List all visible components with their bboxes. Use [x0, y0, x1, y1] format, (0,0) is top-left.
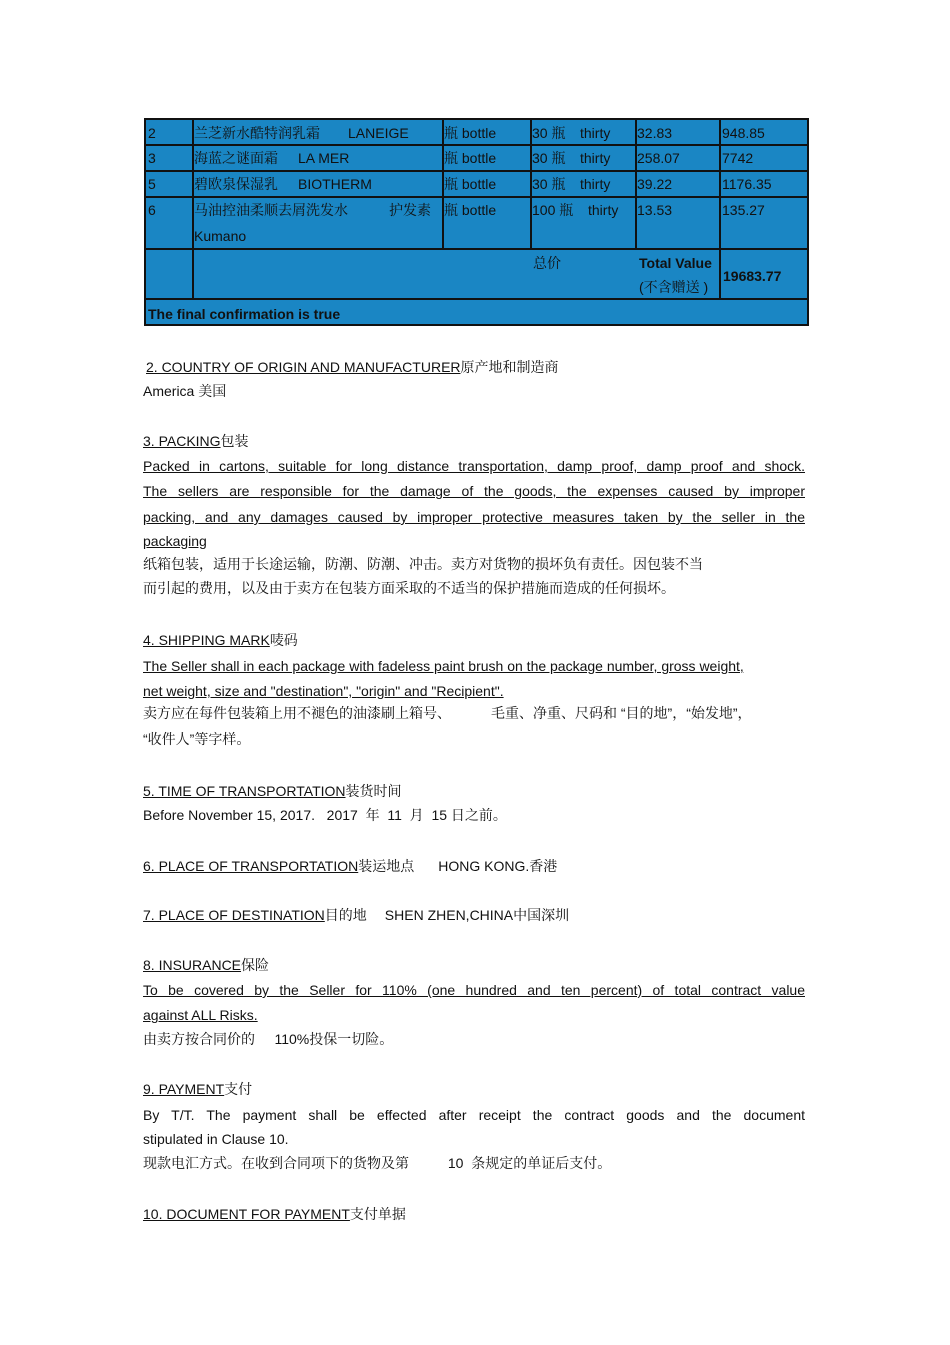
section-9-en-line1: By T/T. The payment shall be effected after receipt the contract goods and the document [143, 1107, 805, 1123]
section-7-heading [143, 906, 569, 924]
heading-en: 8. INSURANCE [143, 957, 242, 973]
row-number: 5 [148, 176, 156, 192]
place-text: HONG KONG.香港 [438, 858, 558, 874]
section-9-heading [143, 1080, 252, 1098]
heading-en: 7. PLACE OF DESTINATION [143, 907, 325, 923]
section-4-heading [143, 631, 298, 649]
product-brand: 护发素 [389, 202, 431, 218]
product-name: 海蓝之谜面霜 [194, 150, 278, 166]
row-number: 2 [148, 125, 156, 141]
product-brand: BIOTHERM [298, 176, 372, 192]
section-6-heading [143, 857, 557, 875]
section-3-en-line1: Packed in cartons, suitable for long distance transportation, damp proof, damp proof and shock. [143, 458, 805, 474]
section-5-text: Before November 15, 2017. 2017 年 11 月 15 日之前。 [143, 807, 507, 823]
section-3-en-line4: packaging [143, 533, 207, 549]
quantity: 100 瓶 [532, 202, 574, 218]
row-number: 3 [148, 150, 156, 166]
heading-cn: 支付单据 [349, 1206, 406, 1222]
heading-en: 10. DOCUMENT FOR PAYMENT [143, 1206, 350, 1222]
unit-price: 13.53 [637, 202, 673, 218]
heading-en: 5. TIME OF TRANSPORTATION [143, 783, 346, 799]
section-9-en-line2: stipulated in Clause 10. [143, 1131, 289, 1147]
heading-en: 3. PACKING [143, 433, 221, 449]
section-10-heading [143, 1205, 406, 1223]
section-8-en-line1: To be covered by the Seller for 110% (one hundred and ten percent) of total contract value [143, 982, 805, 998]
section-3-heading [143, 432, 249, 450]
place-text: SHEN ZHEN,CHINA [384, 907, 514, 923]
heading-cn: 保险 [241, 957, 270, 973]
heading-cn: 装运地点 [358, 858, 415, 874]
section-5-heading [143, 782, 402, 800]
amount: 7742 [722, 150, 754, 166]
amount: 1176.35 [722, 176, 772, 192]
section-2-heading [143, 358, 559, 376]
heading-cn: 目的地 [324, 907, 367, 923]
product-name: 碧欧泉保湿乳 [194, 176, 278, 192]
section-4-cn-line1 [143, 704, 752, 722]
heading-cn: 原产地和制造商 [460, 359, 559, 375]
total-value: 19683.77 [723, 268, 782, 284]
section-3-cn-line1: 纸箱包装，适用于长途运输，防潮、防潮、冲击。卖方对货物的损坏负有责任。因包装不当 [143, 556, 703, 572]
product-name: 马油控油柔顺去屑洗发水 [194, 202, 348, 218]
quantity-en: thirty [580, 125, 611, 141]
place-text-cn: 中国深圳 [513, 907, 570, 923]
section-3-en-line3: packing, and any damages caused by improper protective measures taken by the seller in the [143, 509, 805, 525]
quantity: 30 瓶 [532, 150, 566, 166]
heading-en: 9. PAYMENT [143, 1081, 225, 1097]
unit-price: 39.22 [637, 176, 673, 192]
text-part: 毛重、净重、尺码和 “目的地”，“始发地”， [491, 705, 752, 721]
heading-cn: 支付 [224, 1081, 253, 1097]
quantity-en: thirty [588, 202, 619, 218]
quantity: 30 瓶 [532, 125, 566, 141]
amount: 135.27 [722, 202, 765, 218]
unit: 瓶 bottle [444, 176, 497, 192]
section-8-cn: 由卖方按合同价的 110%投保一切险。 [143, 1031, 394, 1047]
heading-cn: 包装 [220, 433, 249, 449]
unit-price: 258.07 [637, 150, 680, 166]
total-label-cn: 总价 [533, 255, 561, 271]
quantity-en: thirty [580, 176, 611, 192]
product-name: 兰芝新水酷特润乳霜 [194, 125, 320, 141]
goods-table [144, 118, 809, 326]
product-brand: LANEIGE [348, 125, 409, 141]
section-4-cn-line2: “收件人”等字样。 [143, 731, 251, 747]
section-4-en-line2: net weight, size and "destination", "origin" and "Recipient". [143, 683, 504, 699]
final-confirmation: The final confirmation is true [148, 306, 341, 322]
heading-cn: 装货时间 [345, 783, 402, 799]
unit: 瓶 bottle [444, 202, 497, 218]
total-label-en: Total Value [639, 255, 712, 271]
heading-en: 4. SHIPPING MARK [143, 632, 270, 648]
section-8-heading [143, 956, 269, 974]
section-3-en-line2: The sellers are responsible for the damage of the goods, the expenses caused by improper [143, 483, 805, 499]
grid-line [719, 120, 721, 298]
section-2-text: America 美国 [143, 383, 227, 399]
quantity: 30 瓶 [532, 176, 566, 192]
amount: 948.85 [722, 125, 765, 141]
product-brand-line2: Kumano [194, 228, 247, 244]
row-number: 6 [148, 202, 156, 218]
unit: 瓶 bottle [444, 125, 497, 141]
heading-cn: 唛码 [269, 632, 298, 648]
heading-en: 2. COUNTRY OF ORIGIN AND MANUFACTURER [146, 359, 461, 375]
unit: 瓶 bottle [444, 150, 497, 166]
section-3-cn-line2: 而引起的费用，以及由于卖方在包装方面采取的不适当的保护措施而造成的任何损坏。 [143, 580, 675, 596]
heading-en: 6. PLACE OF TRANSPORTATION [143, 858, 359, 874]
product-brand: LA MER [298, 150, 350, 166]
quantity-en: thirty [580, 150, 611, 166]
section-8-en-line2: against ALL Risks. [143, 1007, 258, 1023]
text-part: 卖方应在每件包装箱上用不褪色的油漆刷上箱号、 [143, 705, 451, 721]
section-9-cn: 现款电汇方式。在收到合同项下的货物及第 10 条规定的单证后支付。 [143, 1155, 612, 1171]
unit-price: 32.83 [637, 125, 673, 141]
section-4-en-line1: The Seller shall in each package with fadeless paint brush on the package number, gross weight, [143, 658, 744, 674]
total-note: (不含赠送 ) [639, 279, 709, 295]
